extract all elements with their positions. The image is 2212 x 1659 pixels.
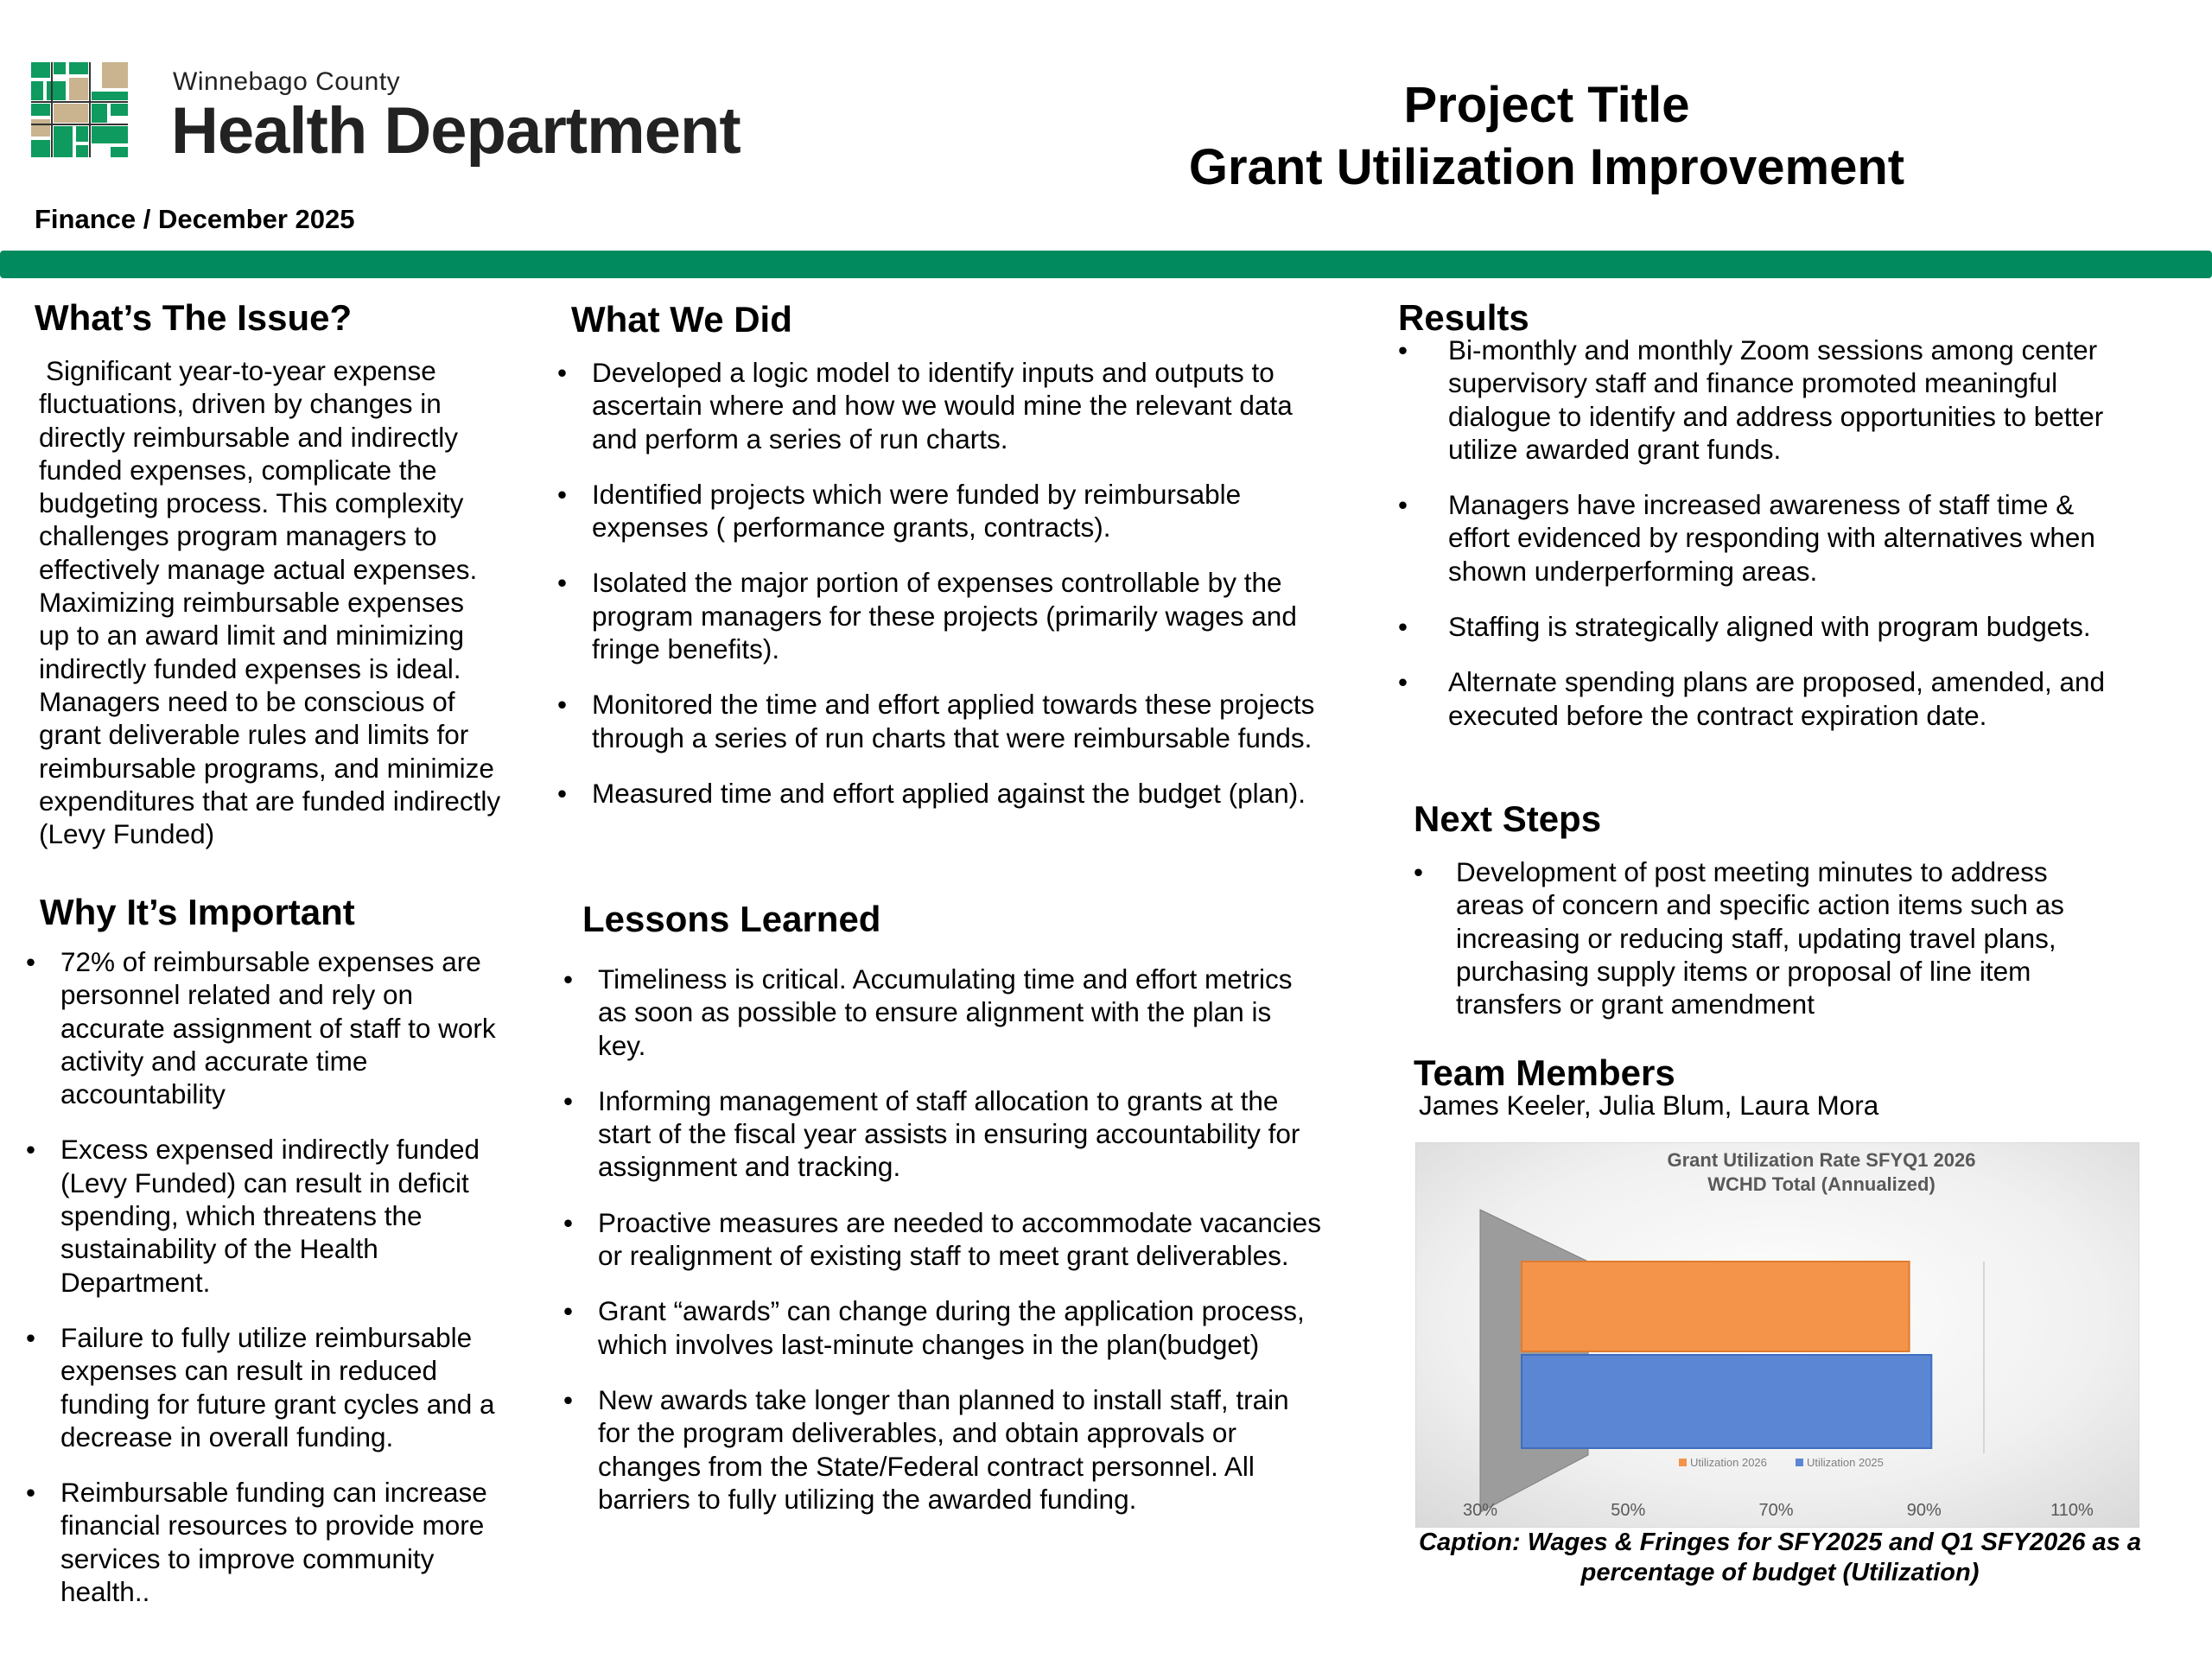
issue-heading: What’s The Issue? bbox=[35, 297, 353, 338]
issue-text: Significant year-to-year expense fluctuations, driven by changes in directly reimbursable and indirectly funded expenses, complicate the budgeting process. This complexity challenges program managers to effectively manage actual expenses. Maximizing reimbursable expenses up to an award limit and minimizing indirectly funded expenses is ideal. Managers need to be conscious of grant deliverable rules and limits for reimbursable programs, and minimize expenditures that are funded indirectly (Levy Funded) bbox=[39, 355, 501, 850]
team-section bbox=[1414, 1051, 2113, 1122]
results-section bbox=[1398, 296, 2107, 754]
list-item: • Development of post meeting minutes to address areas of concern and specific action items such as increasing or reducing staff, updating travel plans, purchasing supply items or proposal of line item transfers or grant amendment bbox=[1414, 855, 2113, 1020]
list-item: • Timeliness is critical. Accumulating time and effort metrics as soon as possible to ensure alignment with the plan is key. bbox=[563, 963, 1324, 1062]
x-tick-label: 70% bbox=[1758, 1501, 1794, 1520]
issue-section bbox=[35, 296, 501, 850]
org-department: Health Department bbox=[171, 94, 741, 168]
results-list bbox=[1398, 334, 2107, 732]
list-item: • Informing management of staff allocation to grants at the start of the fiscal year assists in ensuring accountability for assignment and tracking. bbox=[563, 1084, 1324, 1184]
did-section bbox=[557, 297, 1339, 832]
project-title: Grant Utilization Improvement bbox=[1188, 139, 1905, 195]
team-heading: Team Members bbox=[1414, 1052, 1675, 1093]
legend-swatch-2025 bbox=[1796, 1459, 1803, 1466]
chart-subtitle: WCHD Total (Annualized) bbox=[1707, 1173, 1936, 1195]
list-item: • Grant “awards” can change during the application process, which involves last-minute changes in the plan(budget) bbox=[563, 1294, 1324, 1361]
important-list bbox=[26, 945, 505, 1608]
chart-bar-utilization-2026 bbox=[1522, 1262, 1910, 1351]
lessons-list bbox=[563, 963, 1324, 1516]
list-item: • Identified projects which were funded by reimbursable expenses ( performance grants, contracts). bbox=[557, 478, 1339, 544]
did-heading: What We Did bbox=[571, 299, 792, 340]
results-heading: Results bbox=[1398, 297, 1529, 338]
list-item: • Measured time and effort applied against the budget (plan). bbox=[557, 777, 1339, 810]
list-item: • Bi-monthly and monthly Zoom sessions among center supervisory staff and finance promoted meaningful dialogue to identify and address opportunities to better utilize awarded grant funds. bbox=[1398, 334, 2107, 466]
lessons-section bbox=[563, 897, 1324, 1538]
list-item: • Staffing is strategically aligned with program budgets. bbox=[1398, 610, 2107, 643]
x-tick-label: 110% bbox=[2050, 1501, 2094, 1520]
utilization-chart bbox=[1415, 1142, 2139, 1528]
list-item: • New awards take longer than planned to install staff, train for the program deliverables, and obtain approvals or changes from the State/Federal contract personnel. All barriers to fully utilizing the awarded funding. bbox=[563, 1383, 1324, 1516]
team-names: James Keeler, Julia Blum, Laura Mora bbox=[1419, 1090, 1879, 1121]
list-item: • 72% of reimbursable expenses are personnel related and rely on accurate assignment of staff to work activity and accurate time accountability bbox=[26, 945, 505, 1110]
list-item: • Failure to fully utilize reimbursable expenses can result in reduced funding for future grant cycles and a decrease in overall funding. bbox=[26, 1321, 505, 1453]
x-tick-label: 90% bbox=[1906, 1501, 1942, 1520]
project-title-block bbox=[1115, 74, 1979, 199]
list-item: • Isolated the major portion of expenses controllable by the program managers for these projects (primarily wages and fringe benefits). bbox=[557, 566, 1339, 665]
list-item: • Reimbursable funding can increase financial resources to provide more services to improve community health.. bbox=[26, 1476, 505, 1608]
list-item: • Excess expensed indirectly funded (Levy Funded) can result in deficit spending, which threatens the sustainability of the Health Department. bbox=[26, 1133, 505, 1298]
org-county: Winnebago County bbox=[173, 67, 401, 96]
list-item: • Monitored the time and effort applied towards these projects through a series of run charts that were reimbursable funds. bbox=[557, 688, 1339, 754]
list-item: • Alternate spending plans are proposed, amended, and executed before the contract expiration date. bbox=[1398, 665, 2107, 732]
chart-title: Grant Utilization Rate SFYQ1 2026 bbox=[1667, 1149, 1976, 1171]
chart-bar-utilization-2025 bbox=[1522, 1355, 1931, 1448]
important-section bbox=[26, 890, 505, 1630]
did-list bbox=[557, 356, 1339, 810]
list-item: • Managers have increased awareness of staff time & effort evidenced by responding with alternatives when shown underperforming areas. bbox=[1398, 488, 2107, 588]
important-heading: Why It’s Important bbox=[40, 892, 355, 932]
project-label: Project Title bbox=[1403, 77, 1690, 133]
legend-label-2026: Utilization 2026 bbox=[1690, 1456, 1767, 1469]
department-label: Finance bbox=[35, 204, 137, 234]
header-divider-bar bbox=[0, 251, 2212, 278]
health-department-logo bbox=[31, 62, 128, 157]
lessons-heading: Lessons Learned bbox=[582, 899, 881, 939]
chart-caption: Caption: Wages & Fringes for SFY2025 and Q1 SFY2026 as a percentage of budget (Utilization) bbox=[1419, 1529, 2141, 1586]
legend-swatch-2026 bbox=[1679, 1459, 1687, 1466]
next-steps-heading: Next Steps bbox=[1414, 798, 1602, 839]
date-label: December 2025 bbox=[158, 204, 355, 234]
next-steps-section bbox=[1414, 797, 2113, 1043]
list-item: • Proactive measures are needed to accommodate vacancies or realignment of existing staff to meet grant deliverables. bbox=[563, 1206, 1324, 1273]
list-item: • Developed a logic model to identify inputs and outputs to ascertain where and how we would mine the relevant data and perform a series of run charts. bbox=[557, 356, 1339, 455]
department-date-line bbox=[35, 204, 355, 235]
x-tick-label: 30% bbox=[1462, 1501, 1498, 1520]
separator: / bbox=[143, 204, 151, 234]
next-steps-list bbox=[1414, 855, 2113, 1020]
x-tick-label: 50% bbox=[1611, 1501, 1646, 1520]
legend-label-2025: Utilization 2025 bbox=[1807, 1456, 1884, 1469]
